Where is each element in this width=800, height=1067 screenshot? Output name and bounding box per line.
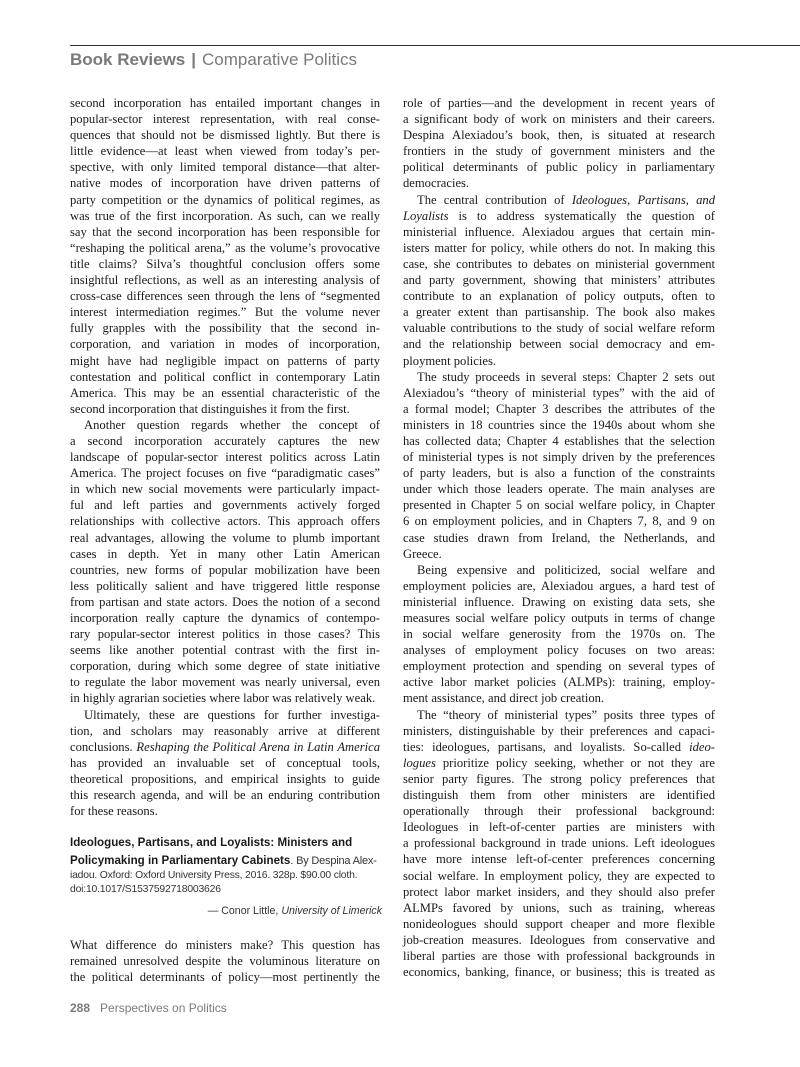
text-line: conclusions. Reshaping the Political Arena in Latin America [70, 739, 380, 754]
text-line: logues prioritize policy seeking, whether or not they are [403, 755, 715, 770]
text-line: Loyalists is to address systematically the question of [403, 208, 715, 223]
text-line: democracies. [403, 176, 470, 191]
text-line: political determinants of public policy in parliamentary [403, 160, 715, 175]
text-line: for these reasons. [70, 804, 158, 819]
text-line: The study proceeds in several steps: Chapter 2 sets out [417, 369, 715, 384]
book-review-citation [70, 835, 382, 917]
text-line: America. This may be an essential characteristic of the [70, 385, 380, 400]
text-line: quences that should not be dismissed lightly. But there is [70, 128, 380, 143]
text-line: ministers in 18 countries since the 1940s about whom she [403, 417, 715, 432]
text-line: nonideologues should support cheaper and more flexible [403, 916, 715, 931]
text-line: and the relationship between social democracy and em- [403, 337, 715, 352]
text-line: party competition or the dynamics of political regimes, as [70, 192, 380, 207]
text-line: liberal parties are those with professional backgrounds in [403, 948, 715, 963]
text-line: theoretical propositions, and empirical insights to guide [70, 771, 380, 786]
text-line: ful and left parties and governments actively forged [70, 498, 380, 513]
reviewer-name: — Conor Little, [207, 905, 282, 917]
book-byline: . By Despina Alex- [290, 855, 377, 867]
text-line: ministerial influence. Drawing on existing data sets, she [403, 594, 715, 609]
text-line: have more intense left-of-center preferences concerning [403, 852, 715, 867]
text-line: in which new social movements were particularly impact- [70, 482, 380, 497]
text-line: Ultimately, these are questions for further investiga- [84, 707, 380, 722]
text-line: relationships with collective actors. This approach offers [70, 514, 380, 529]
text-line: case studies drawn from Ireland, the Netherlands, and [403, 530, 715, 545]
text-line: has provided an invaluable set of conceptual tools, [70, 755, 380, 770]
text-line: from partisan and state actors. Does the notion of a second [70, 594, 380, 609]
paragraph [403, 95, 715, 192]
text-line: cross-case differences seen through the lens of “segmented [70, 289, 380, 304]
paragraph [70, 937, 380, 985]
text-line: What difference do ministers make? This question has [70, 938, 380, 952]
text-line: incorporation really capture the dynamics of contempo- [70, 611, 380, 625]
text-line: analyses of employment policy focuses on two areas: [403, 643, 715, 658]
text-line: ministers, distinguishable by their preferences and capaci- [403, 723, 715, 738]
text-line: ALMPs favored by unions, such as training, whereas [403, 900, 715, 915]
book-title-line-2: Policymaking in Parliamentary Cabinets [70, 854, 291, 867]
text-line: to regulate the labor movement was nearly universal, even [70, 675, 380, 690]
text-line: a greater extent than partisanship. The book also makes [403, 305, 715, 320]
text-line: a professional background in trade unions. Left ideologues [403, 836, 715, 851]
text-line: Greece. [403, 546, 442, 561]
review-body-start [70, 937, 380, 985]
text-line: seems like another potential contrast with the first in- [70, 643, 380, 658]
text-line: less politically salient and have triggered little response [70, 578, 380, 593]
text-line: isters matter for policy, while others do not. In making this [403, 240, 715, 255]
running-header [70, 50, 357, 70]
text-line: ployment policies. [403, 353, 497, 368]
text-line: presented in Chapter 5 on social welfare policy, in Chapter [403, 498, 715, 513]
text-line: has collected data; Chapter 4 establishes that the selection [403, 433, 715, 448]
text-line: of ministerial types is not simply driven by the preferences [403, 450, 715, 465]
text-line: America. The project focuses on five “paradigmatic cases” [70, 466, 380, 481]
text-line: Despina Alexiadou’s book, then, is situated at research [403, 128, 715, 143]
text-line: a significant body of work on ministers and their careers. [403, 112, 715, 127]
text-line: social welfare. In employment policy, they are expected to [403, 868, 715, 883]
paragraph [70, 707, 380, 820]
text-line: ties: ideologues, partisans, and loyalists. So-called ideo- [403, 739, 715, 754]
paragraph [403, 369, 715, 562]
text-line: might have had negligible impact on patterns of party [70, 353, 380, 368]
paragraph [403, 562, 715, 707]
text-line: a second incorporation accurately captures the new [70, 433, 380, 448]
text-line: say that the second incorporation has been responsible for [70, 224, 380, 239]
text-line: corporation, and variation in modes of incorporation, [70, 337, 380, 352]
text-line: insightful reflections, as well as an interesting analysis of [70, 273, 380, 288]
text-line: Ideologues in left-of-center parties are ministers with [403, 820, 715, 835]
text-line: The central contribution of Ideologues, Partisans, and [417, 192, 716, 207]
text-line: measures social welfare policy outputs in terms of change [403, 611, 715, 625]
text-line: Being expensive and politicized, social welfare and [417, 562, 715, 577]
subsection-title: Comparative Politics [202, 50, 357, 69]
page-number: 288 [70, 1001, 91, 1015]
reviewer-attribution [70, 905, 382, 917]
text-line: operationally through their professional background: [403, 804, 715, 819]
text-line: was true of the first incorporation. As such, can we really [70, 208, 380, 223]
text-line: second incorporation has entailed important changes in [70, 96, 380, 110]
text-line: tion, and scholars may reasonably arrive at different [70, 723, 380, 738]
text-line: the political determinants of policy—most pertinently the [70, 970, 380, 985]
text-line: “reshaping the political arena,” as the volume’s provocative [70, 240, 380, 255]
text-line: of party leaders, but is also a function of the constraints [403, 466, 715, 481]
text-line: contribute to an explanation of policy outputs, often to [403, 289, 715, 304]
text-line: 6 on employment policies, and in Chapters 7, 8, and 9 on [403, 514, 715, 529]
reviewer-affiliation: University of Limerick [281, 905, 382, 917]
header-rule [70, 45, 800, 46]
text-line: landscape of popular-sector interest politics across Latin [70, 450, 380, 465]
text-line: Another question regards whether the concept of [84, 417, 380, 432]
text-line: a formal model; Chapter 3 describes the attributes of the [403, 401, 715, 416]
text-line: Alexiadou’s “theory of ministerial types” with the aid of [403, 385, 715, 400]
text-line: and party government, showing that ministers’ attributes [403, 273, 715, 288]
text-line: second incorporation that distinguishes it from the first. [70, 401, 350, 416]
text-line: little evidence—at least when viewed from today’s per- [70, 144, 380, 159]
text-line: distinguish them from other ministers are identified [403, 788, 715, 803]
text-line: popular-sector interest representation, with real conse- [70, 112, 380, 127]
text-line: employment protection and spending on several types of [403, 659, 715, 674]
journal-name: Perspectives on Politics [100, 1001, 227, 1015]
text-line: employment policies are, Alexiadou argues, a hard test of [403, 578, 715, 593]
text-line: The “theory of ministerial types” posits three types of [417, 707, 715, 722]
book-publication-info: iadou. Oxford: Oxford University Press, 2016. 328p. $90.00 cloth. [70, 870, 358, 881]
paragraph [70, 95, 380, 417]
text-line: economics, banking, finance, or business; this is treated as [403, 965, 715, 980]
section-title: Book Reviews [70, 50, 186, 69]
paragraph [70, 417, 380, 707]
paragraph [403, 192, 715, 369]
text-line: under which those leaders operate. The main analyses are [403, 482, 715, 497]
text-line: remained unresolved despite the voluminous literature on [70, 954, 380, 969]
text-line: job-creation measures. Ideologues from conservative and [403, 932, 715, 947]
right-column-text [403, 95, 715, 980]
text-line: role of parties—and the development in recent years of [403, 96, 715, 110]
header-separator: | [191, 50, 197, 69]
book-doi: doi:10.1017/S1537592718003626 [70, 884, 221, 895]
text-line: title claims? Silva’s thoughtful conclusion offers some [70, 256, 380, 271]
text-line: cases in depth. Yet in many other Latin American [70, 546, 380, 561]
text-line: in highly agrarian societies where labor was relatively weak. [70, 691, 376, 706]
paragraph [403, 707, 715, 981]
text-line: this research agenda, and will be an enduring contribution [70, 788, 380, 803]
book-title-line-1: Ideologues, Partisans, and Loyalists: Ministers and [70, 836, 353, 849]
text-line: rary popular-sector interest politics in those cases? This [70, 627, 380, 642]
text-line: real advantages, allowing the volume to plumb important [70, 530, 380, 545]
text-line: ministerial influence. Alexiadou argues that certain min- [403, 224, 715, 239]
text-line: ment assistance, and direct job creation. [403, 691, 605, 706]
text-line: interest intermediation regimes.” But the volume never [70, 305, 380, 320]
text-line: active labor market policies (ALMPs): training, employ- [403, 675, 715, 690]
text-line: valuable contributions to the study of social welfare reform [403, 321, 715, 336]
text-line: native modes of incorporation have driven patterns of [70, 176, 380, 191]
text-line: senior party figures. The strong policy preferences that [403, 771, 715, 786]
left-column-text [70, 95, 380, 819]
text-line: in social welfare generosity from the 1970s on. The [403, 627, 715, 642]
text-line: contestation and political conflict in contemporary Latin [70, 369, 380, 384]
text-line: fully grapples with the possibility that the second in- [70, 321, 380, 336]
page-footer [70, 1001, 227, 1015]
text-line: frontiers in the study of government ministers and the [403, 144, 715, 159]
text-line: protect labor market insiders, and they should also prefer [403, 884, 715, 899]
text-line: corporation, during which some degree of state initiative [70, 659, 380, 674]
text-line: case, she contributes to debates on ministerial government [403, 256, 715, 271]
text-line: countries, new forms of popular mobilization have been [70, 562, 380, 577]
text-line: spective, with only limited temporal distance—that alter- [70, 160, 380, 175]
